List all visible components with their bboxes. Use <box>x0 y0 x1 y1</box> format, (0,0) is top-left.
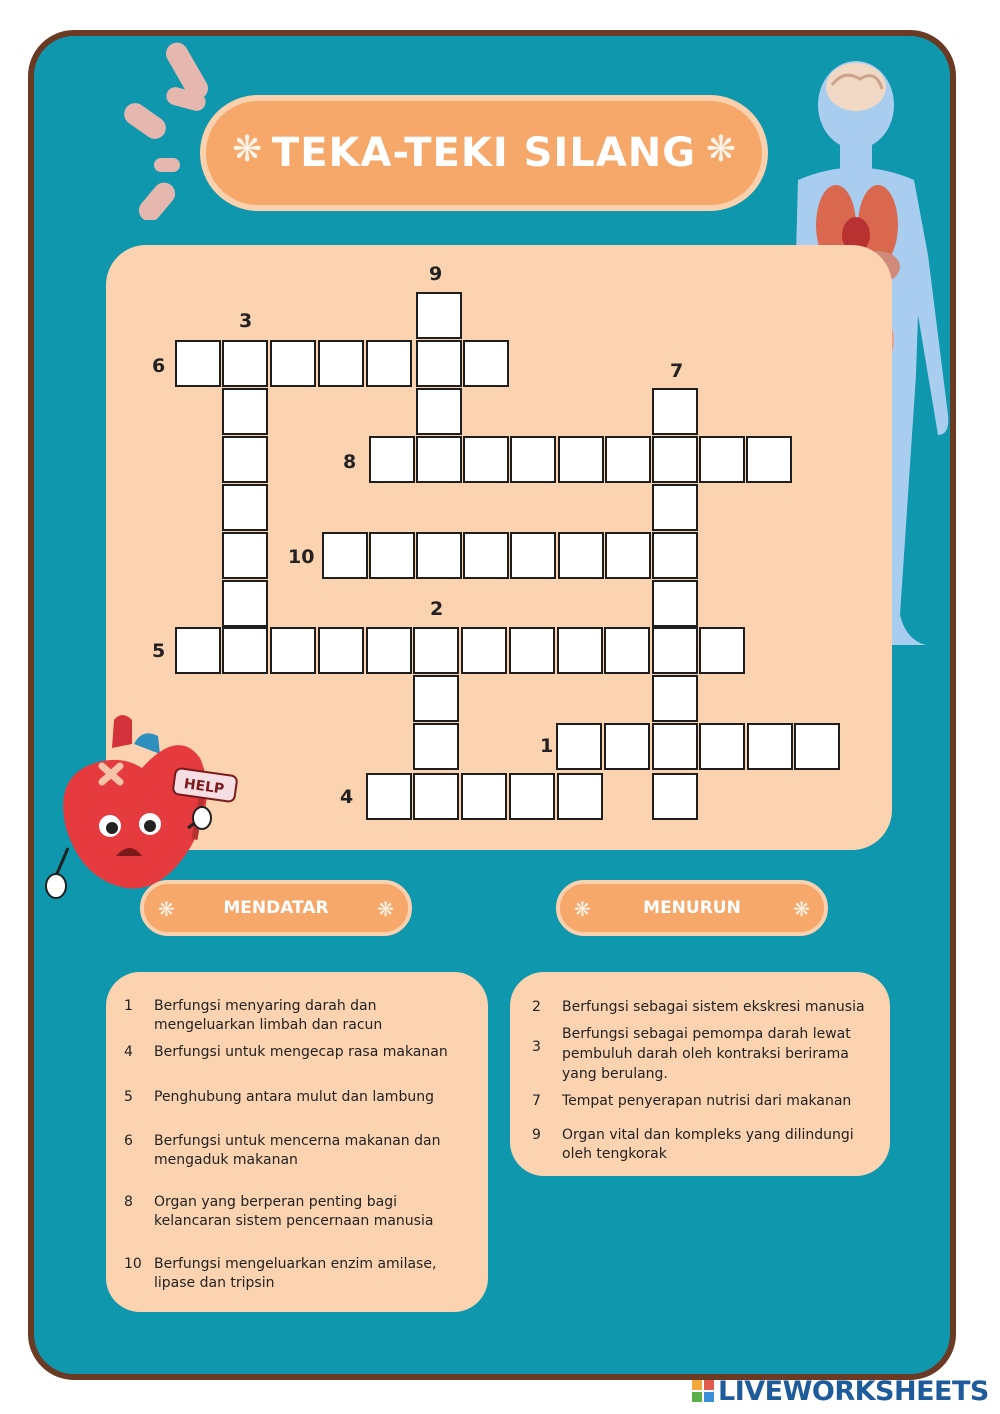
crossword-cell[interactable] <box>652 532 698 579</box>
crossword-cell[interactable] <box>322 532 368 579</box>
crossword-cell[interactable] <box>416 340 462 387</box>
grid-number-8: 8 <box>343 451 357 473</box>
page-title: TEKA-TEKI SILANG <box>271 130 697 176</box>
crossword-cell[interactable] <box>652 580 698 627</box>
down-header-label: MENURUN <box>643 898 741 918</box>
grid-number-3: 3 <box>239 310 253 332</box>
crossword-cell[interactable] <box>413 675 459 722</box>
crossword-cell[interactable] <box>463 340 509 387</box>
flower-icon: ❋ <box>232 129 263 170</box>
crossword-cell[interactable] <box>510 532 556 579</box>
crossword-cell[interactable] <box>556 723 602 770</box>
grid-number-9: 9 <box>429 263 443 285</box>
crossword-cell[interactable] <box>175 627 221 674</box>
crossword-cell[interactable] <box>461 627 507 674</box>
crossword-cell[interactable] <box>652 723 698 770</box>
crossword-cell[interactable] <box>222 388 268 435</box>
crossword-cell[interactable] <box>463 532 509 579</box>
crossword-cell[interactable] <box>413 723 459 770</box>
brand-name: LIVEWORKSHEETS <box>718 1376 989 1407</box>
crossword-cell[interactable] <box>747 723 793 770</box>
crossword-cell[interactable] <box>416 532 462 579</box>
crossword-cell[interactable] <box>746 436 792 483</box>
crossword-cell[interactable] <box>175 340 221 387</box>
crossword-cell[interactable] <box>222 484 268 531</box>
crossword-cell[interactable] <box>369 436 415 483</box>
crossword-cell[interactable] <box>509 627 555 674</box>
crossword-cell[interactable] <box>604 627 650 674</box>
grid-number-5: 5 <box>152 640 166 662</box>
crossword-cell[interactable] <box>794 723 840 770</box>
crossword-cell[interactable] <box>222 436 268 483</box>
crossword-cell[interactable] <box>699 436 745 483</box>
flower-icon: ❋ <box>574 897 591 921</box>
crossword-cell[interactable] <box>416 292 462 339</box>
crossword-cell[interactable] <box>652 675 698 722</box>
crossword-cell[interactable] <box>652 773 698 820</box>
crossword-cell[interactable] <box>222 532 268 579</box>
crossword-cell[interactable] <box>366 773 412 820</box>
heart-character-icon <box>42 708 252 908</box>
across-header-label: MENDATAR <box>223 898 329 918</box>
crossword-cell[interactable] <box>604 723 650 770</box>
grid-number-7: 7 <box>670 360 684 382</box>
crossword-cell[interactable] <box>416 436 462 483</box>
crossword-cell[interactable] <box>605 532 651 579</box>
crossword-cell[interactable] <box>510 436 556 483</box>
crossword-cell[interactable] <box>222 580 268 627</box>
crossword-cell[interactable] <box>318 340 364 387</box>
flower-icon: ❋ <box>793 897 810 921</box>
crossword-cell[interactable] <box>369 532 415 579</box>
help-sign-text: HELP <box>182 776 226 798</box>
grid-number-6: 6 <box>152 355 166 377</box>
crossword-cell[interactable] <box>652 436 698 483</box>
crossword-cell[interactable] <box>222 627 268 674</box>
crossword-cell[interactable] <box>413 627 459 674</box>
grid-number-4: 4 <box>340 786 354 808</box>
crossword-cell[interactable] <box>270 340 316 387</box>
crossword-cell[interactable] <box>652 627 698 674</box>
crossword-cell[interactable] <box>605 436 651 483</box>
grid-number-1: 1 <box>540 735 554 757</box>
crossword-cell[interactable] <box>222 340 268 387</box>
crossword-cell[interactable] <box>558 436 604 483</box>
brand-logo-icon <box>692 1380 716 1406</box>
crossword-cell[interactable] <box>461 773 507 820</box>
crossword-cell[interactable] <box>699 627 745 674</box>
crossword-cell[interactable] <box>652 388 698 435</box>
crossword-cell[interactable] <box>463 436 509 483</box>
crossword-cell[interactable] <box>416 388 462 435</box>
crossword-cell[interactable] <box>699 723 745 770</box>
crossword-cell[interactable] <box>413 773 459 820</box>
crossword-cell[interactable] <box>366 340 412 387</box>
crossword-cell[interactable] <box>558 532 604 579</box>
crossword-cell[interactable] <box>509 773 555 820</box>
title-banner <box>200 95 768 211</box>
crossword-cell[interactable] <box>557 773 603 820</box>
crossword-cell[interactable] <box>366 627 412 674</box>
grid-number-2: 2 <box>430 598 444 620</box>
flower-icon: ❋ <box>705 129 736 170</box>
flower-icon: ❋ <box>158 897 175 921</box>
crossword-cell[interactable] <box>270 627 316 674</box>
crossword-cell[interactable] <box>652 484 698 531</box>
flower-icon: ❋ <box>377 897 394 921</box>
crossword-cell[interactable] <box>557 627 603 674</box>
down-header <box>556 880 828 936</box>
across-header <box>140 880 412 936</box>
grid-number-10: 10 <box>288 546 315 568</box>
crossword-cell[interactable] <box>318 627 364 674</box>
